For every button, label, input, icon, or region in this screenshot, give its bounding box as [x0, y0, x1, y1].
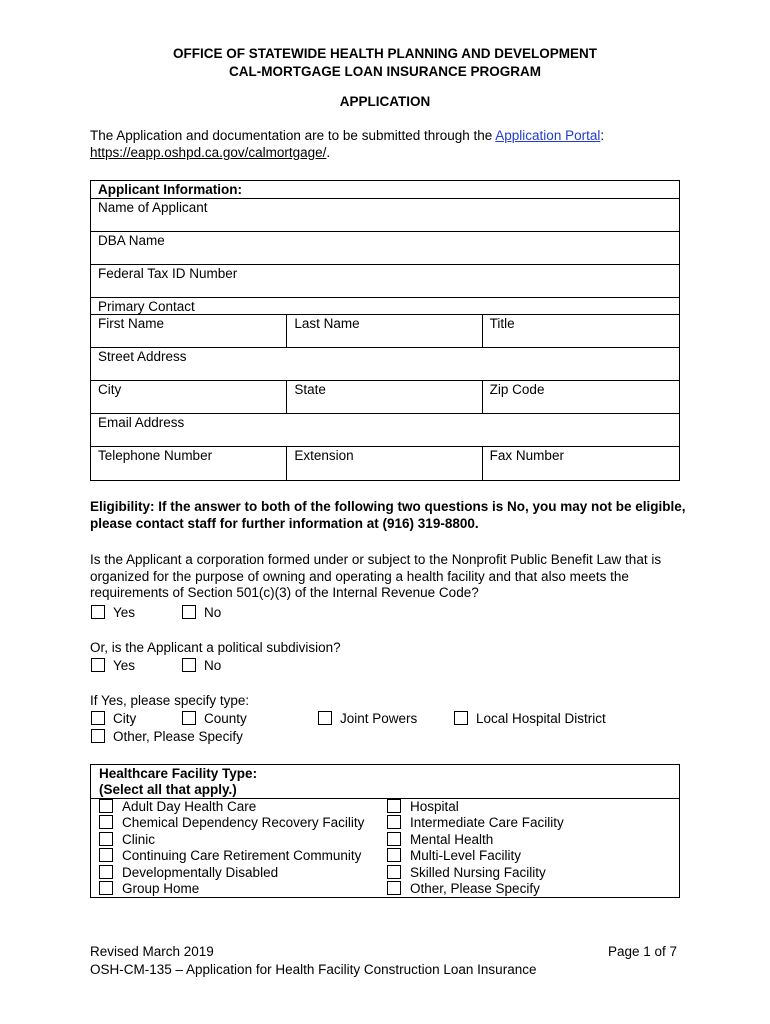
facility-option[interactable] — [99, 832, 364, 848]
nonprofit-no-option[interactable] — [182, 605, 221, 622]
checkbox[interactable] — [99, 799, 113, 813]
facility-option[interactable] — [99, 815, 364, 831]
facility-option-label: Developmentally Disabled — [122, 864, 279, 880]
last-name-field[interactable]: Last Name — [286, 315, 481, 347]
facility-option-label: Intermediate Care Facility — [410, 815, 564, 831]
facility-title-line-1: Healthcare Facility Type: — [99, 766, 258, 781]
facility-option-label: Multi-Level Facility — [410, 848, 522, 864]
checkbox[interactable] — [91, 605, 105, 619]
checkbox[interactable] — [387, 881, 401, 895]
title-field[interactable]: Title — [482, 315, 679, 347]
applicant-section-title: Applicant Information: — [98, 182, 242, 197]
facility-option[interactable] — [99, 881, 364, 897]
local-hospital-district-label: Local Hospital District — [476, 711, 606, 726]
header-line-1: OFFICE OF STATEWIDE HEALTH PLANNING AND DEVELOPMENT — [173, 46, 597, 61]
checkbox[interactable] — [99, 881, 113, 895]
facility-option[interactable] — [387, 881, 564, 897]
other-label: Other, Please Specify — [113, 729, 243, 744]
facility-option[interactable] — [99, 799, 364, 815]
yes-label: Yes — [113, 605, 136, 620]
specify-type-label: If Yes, please specify type: — [90, 693, 250, 708]
facility-option-label: Chemical Dependency Recovery Facility — [122, 815, 365, 831]
healthcare-facility-type-table — [90, 764, 680, 898]
header-line-2: CAL-MORTGAGE LOAN INSURANCE PROGRAM — [229, 64, 541, 79]
url-period: . — [326, 144, 331, 160]
name-of-applicant-field[interactable]: Name of Applicant — [98, 200, 208, 215]
checkbox[interactable] — [387, 865, 401, 879]
applicant-title-row — [91, 181, 679, 199]
facility-option[interactable] — [387, 848, 564, 864]
checkbox[interactable] — [387, 832, 401, 846]
facility-option-label: Adult Day Health Care — [122, 799, 257, 814]
facility-option[interactable] — [99, 865, 364, 881]
city-label: City — [113, 711, 137, 726]
checkbox[interactable] — [387, 848, 401, 862]
joint-powers-label: Joint Powers — [340, 711, 418, 726]
checkbox[interactable] — [91, 711, 105, 725]
facility-types-left-column — [99, 799, 364, 897]
checkbox[interactable] — [99, 848, 113, 862]
facility-option-label: Continuing Care Retirement Community — [122, 848, 362, 864]
type-city-option[interactable] — [91, 711, 136, 728]
email-row — [91, 414, 679, 447]
checkbox[interactable] — [182, 658, 196, 672]
facility-option-label: Clinic — [122, 831, 156, 847]
footer-revised: Revised March 2019 — [90, 944, 214, 959]
checkbox[interactable] — [182, 711, 196, 725]
facility-option-label: Group Home — [122, 880, 200, 896]
facility-option[interactable] — [387, 799, 564, 815]
dba-row — [91, 232, 679, 265]
checkbox[interactable] — [99, 865, 113, 879]
contact-name-row — [91, 315, 679, 348]
facility-option[interactable] — [387, 815, 564, 831]
checkbox[interactable] — [99, 832, 113, 846]
intro-colon: : — [600, 128, 605, 143]
type-joint-powers-option[interactable] — [318, 711, 417, 728]
county-label: County — [204, 711, 247, 726]
primary-contact-label: Primary Contact — [98, 299, 195, 314]
city-state-zip-row — [91, 381, 679, 414]
facility-option-label: Mental Health — [410, 831, 494, 847]
no-label: No — [204, 605, 222, 620]
intro-paragraph — [90, 128, 690, 161]
question-political-subdivision: Or, is the Applicant a political subdivision? — [90, 640, 341, 655]
city-field[interactable]: City — [98, 382, 122, 397]
facility-option-label: Hospital — [410, 799, 459, 814]
type-other-option[interactable] — [91, 729, 243, 746]
facility-option-label: Other, Please Specify — [410, 880, 540, 896]
portal-url[interactable]: https://eapp.oshpd.ca.gov/calmortgage/ — [90, 144, 327, 160]
federal-tax-id-field[interactable]: Federal Tax ID Number — [98, 266, 238, 281]
eligibility-heading: Eligibility: If the answer to both of the following two questions is No, you may not be eligible, please contact staff for further information at (916) 319-8800. — [90, 499, 686, 531]
street-row — [91, 348, 679, 381]
dba-name-field[interactable]: DBA Name — [98, 233, 165, 248]
telephone-number-field[interactable]: Telephone Number — [98, 448, 213, 463]
first-name-field[interactable]: First Name — [98, 316, 165, 331]
checkbox[interactable] — [454, 711, 468, 725]
tax-id-row — [91, 265, 679, 298]
zip-code-field[interactable]: Zip Code — [482, 381, 679, 413]
name-of-applicant-row — [91, 199, 679, 232]
intro-text: The Application and documentation are to be submitted through the — [90, 128, 496, 143]
checkbox[interactable] — [99, 815, 113, 829]
state-field[interactable]: State — [286, 381, 481, 413]
type-local-hospital-district-option[interactable] — [454, 711, 606, 728]
political-no-option[interactable] — [182, 658, 221, 675]
nonprofit-yes-option[interactable] — [91, 605, 135, 622]
checkbox[interactable] — [387, 815, 401, 829]
facility-option[interactable] — [387, 832, 564, 848]
facility-option[interactable] — [387, 865, 564, 881]
facility-option[interactable] — [99, 848, 364, 864]
checkbox[interactable] — [91, 729, 105, 743]
type-county-option[interactable] — [182, 711, 247, 728]
checkbox[interactable] — [387, 799, 401, 813]
facility-option-label: Skilled Nursing Facility — [410, 864, 546, 880]
street-address-field[interactable]: Street Address — [98, 349, 187, 364]
checkbox[interactable] — [91, 658, 105, 672]
primary-contact-row — [91, 298, 679, 315]
yes-label: Yes — [113, 658, 136, 673]
document-title: APPLICATION — [339, 94, 431, 109]
applicant-information-table — [90, 180, 680, 481]
extension-field[interactable]: Extension — [286, 447, 481, 480]
question-nonprofit: Is the Applicant a corporation formed under or subject to the Nonprofit Public Benefit Law that is organized for the purpose of owning and operating a health facility and that also meets the requirements of Section 501(c)(3) of the Internal Revenue Code? — [90, 552, 662, 600]
facility-types-right-column — [387, 799, 564, 897]
phone-row — [91, 447, 679, 480]
checkbox[interactable] — [318, 711, 332, 725]
no-label: No — [204, 658, 222, 673]
political-yes-option[interactable] — [91, 658, 135, 675]
footer-page-number: Page 1 of 7 — [608, 944, 678, 959]
checkbox[interactable] — [182, 605, 196, 619]
email-address-field[interactable]: Email Address — [98, 415, 185, 430]
application-portal-link[interactable]: Application Portal — [495, 128, 601, 143]
facility-title-line-2: (Select all that apply.) — [99, 782, 237, 797]
footer-form-id: OSH-CM-135 – Application for Health Facility Construction Loan Insurance — [90, 962, 537, 977]
fax-number-field[interactable]: Fax Number — [482, 447, 679, 480]
facility-type-title — [99, 766, 257, 798]
